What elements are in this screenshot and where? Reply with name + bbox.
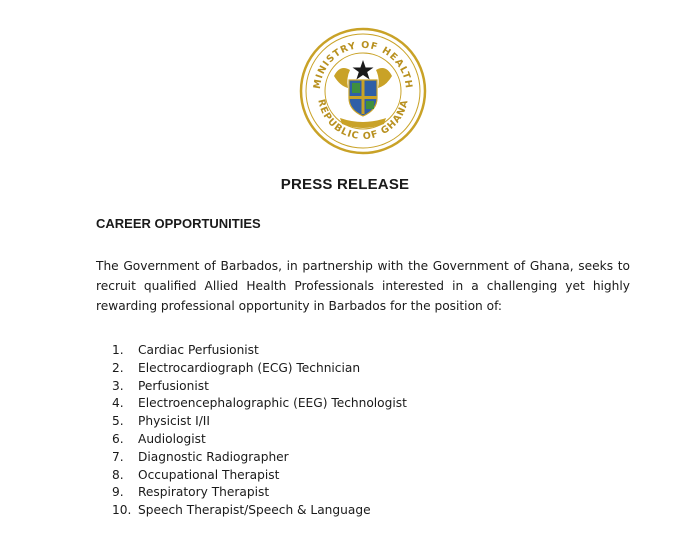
list-item [112,378,407,396]
list-item [112,360,407,378]
list-item-number: 6. [112,431,124,446]
list-item [112,431,407,449]
list-item [112,413,407,431]
list-item [112,449,407,467]
list-item-number: 10. [112,503,132,518]
list-item-label: Respiratory Therapist [138,485,270,500]
list-item-number: 7. [112,449,124,464]
list-item-number: 4. [112,396,124,411]
list-item [112,467,407,485]
list-item-label: Physicist I/II [138,414,211,429]
seal-top-text: MINISTRY OF HEALTH [311,39,415,90]
section-heading: CAREER OPPORTUNITIES [96,216,261,231]
list-item-number: 3. [112,378,124,393]
list-item-number: 2. [112,360,124,375]
list-item-number: 5. [112,414,124,429]
list-item-label: Electrocardiograph (ECG) Technician [138,360,361,375]
list-item-label: Speech Therapist/Speech & Language [138,503,371,518]
intro-paragraph: The Government of Barbados, in partnership with the Government of Ghana, seeks to recruit qualified Allied Health Professionals interested in a challenging yet highly rewarding professional opportunity in Barbados for the position of: [96,259,630,313]
list-item-label: Occupational Therapist [138,467,280,482]
list-item [112,395,407,413]
list-item-label: Audiologist [138,431,206,446]
list-item-number: 9. [112,485,124,500]
list-item [112,484,407,502]
seal-bottom-text: REPUBLIC OF GHANA [315,98,411,143]
list-item-label: Perfusionist [138,378,209,393]
list-item-number: 8. [112,467,124,482]
list-item-label: Cardiac Perfusionist [138,343,259,357]
ministry-of-health-seal [298,26,428,156]
list-item-label: Diagnostic Radiographer [138,449,289,464]
list-item-label: Electroencephalographic (EEG) Technologist [138,396,407,411]
list-item [112,342,407,360]
page-title: PRESS RELEASE [280,176,410,193]
positions-list [112,342,407,520]
list-item [112,502,407,520]
list-item-number: 1. [112,343,124,357]
coat-of-arms-icon [334,60,392,128]
